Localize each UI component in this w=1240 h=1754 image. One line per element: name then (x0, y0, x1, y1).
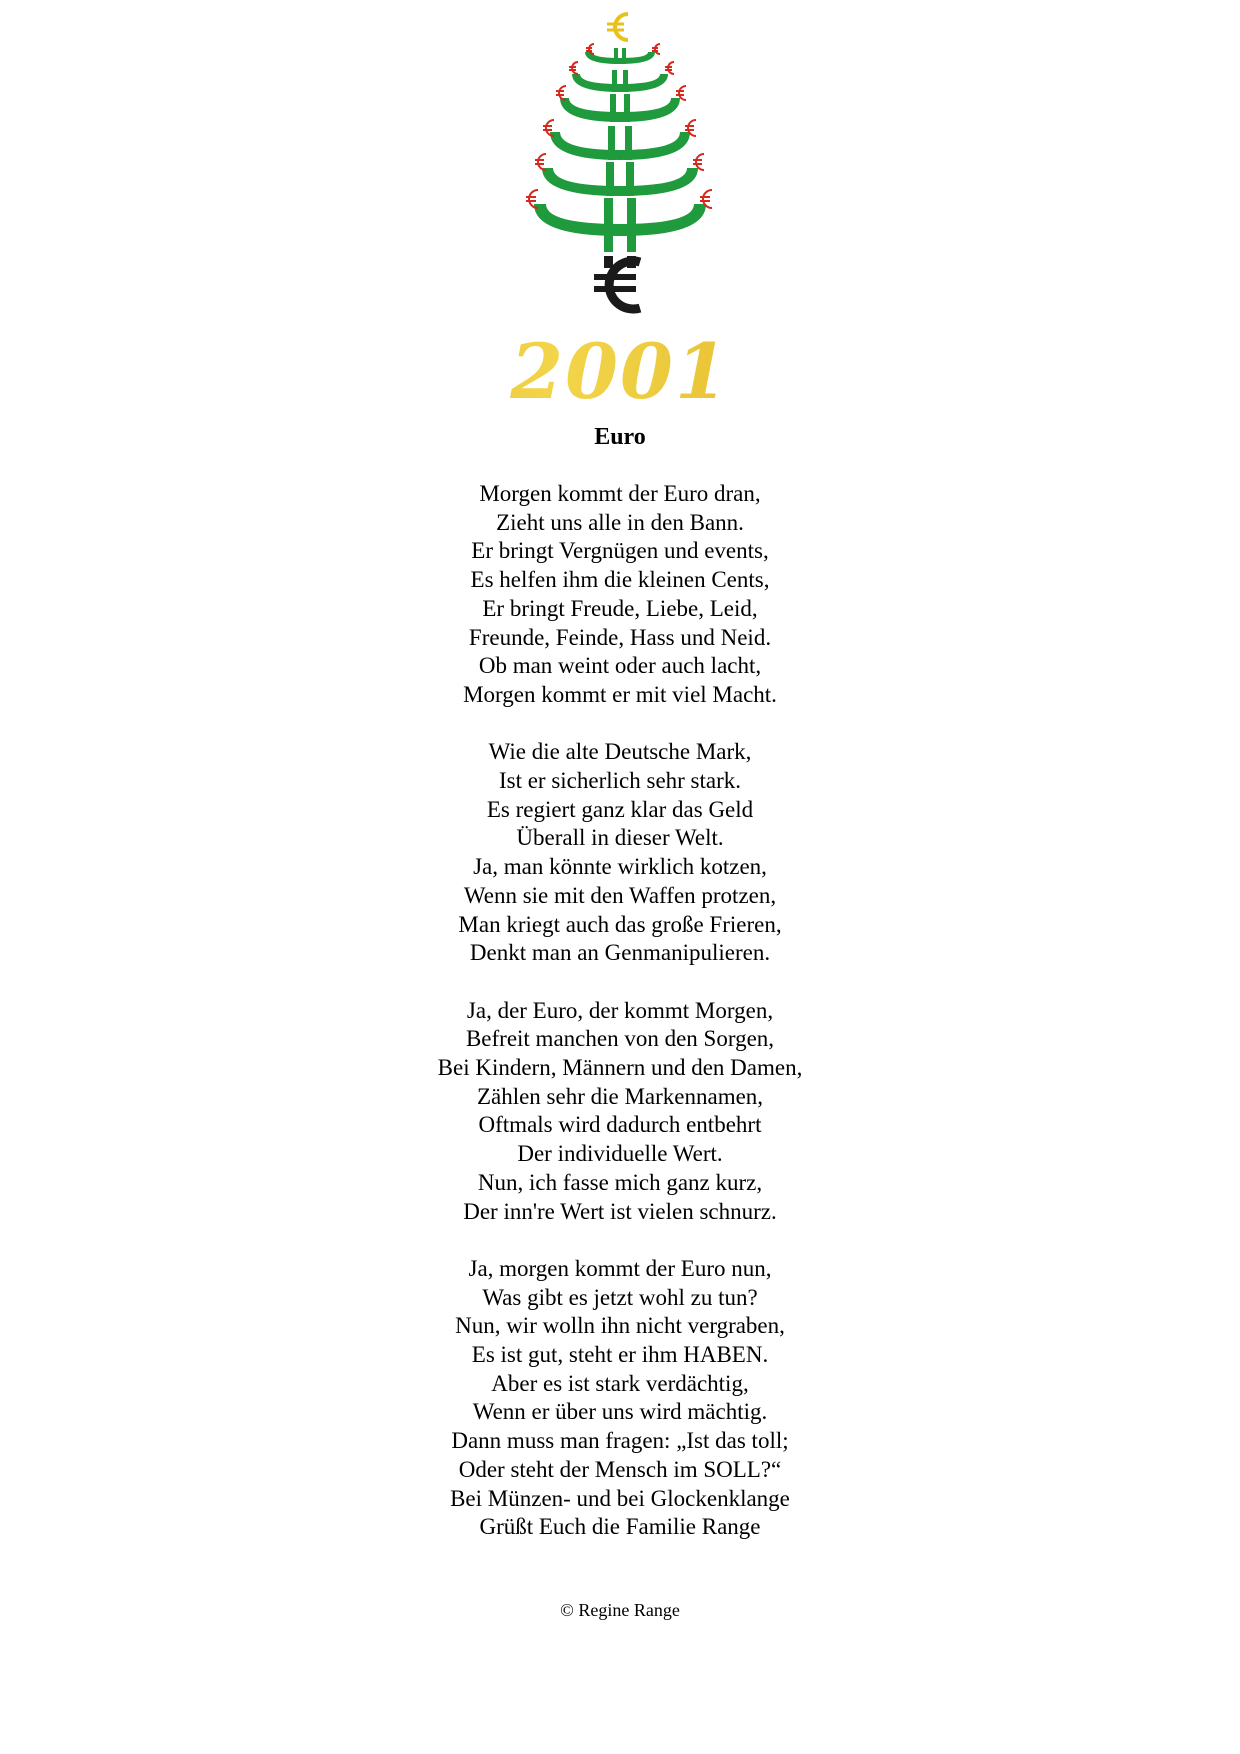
poem-line: Oder steht der Mensch im SOLL?“ (458, 1456, 782, 1482)
poem-line: Ja, morgen kommt der Euro nun, (468, 1255, 772, 1281)
poem-line: Oftmals wird dadurch entbehrt (478, 1112, 762, 1138)
poem-line: Bei Kindern, Männern und den Damen, (437, 1055, 803, 1081)
poem-line: Er bringt Freude, Liebe, Leid, (482, 595, 758, 621)
stanza (0, 997, 1240, 1227)
stanza (0, 738, 1240, 968)
poem-line: Es regiert ganz klar das Geld (486, 796, 754, 822)
poem-line: Wenn sie mit den Waffen protzen, (463, 882, 777, 908)
poem-line: Aber es ist stark verdächtig, (491, 1370, 749, 1396)
euro-christmas-tree-icon (490, 0, 750, 340)
poem-line: Man kriegt auch das große Frieren, (458, 911, 782, 937)
poem-line: Ja, man könnte wirklich kotzen, (473, 854, 767, 880)
poem-line: Zählen sehr die Markennamen, (476, 1083, 764, 1109)
poem-line: Nun, wir wolln ihn nicht vergraben, (455, 1313, 785, 1339)
poem-line: Überall in dieser Welt. (516, 825, 724, 851)
poem-line: Freunde, Feinde, Hass und Neid. (468, 624, 772, 650)
poem-line: Befreit manchen von den Sorgen, (465, 1026, 775, 1052)
poem-line: Was gibt es jetzt wohl zu tun? (482, 1284, 758, 1310)
poem-line: Es ist gut, steht er ihm HABEN. (471, 1342, 769, 1368)
poem-line: Ob man weint oder auch lacht, (478, 653, 762, 679)
poem-line: Ja, der Euro, der kommt Morgen, (466, 997, 774, 1023)
year-heading: 2001 (0, 330, 1240, 414)
tree-tiers (534, 48, 706, 252)
copyright-notice: © Regine Range (560, 1600, 680, 1620)
poem-line: Morgen kommt der Euro dran, (479, 481, 761, 506)
poem-line: Morgen kommt er mit viel Macht. (463, 681, 777, 707)
stanza (0, 1255, 1240, 1542)
poem-title: Euro (594, 424, 646, 450)
poem-line: Nun, ich fasse mich ganz kurz, (477, 1169, 763, 1195)
poem-line: Denkt man an Genmanipulieren. (469, 940, 771, 966)
poem-line: Dann muss man fragen: „Ist das toll; (451, 1428, 789, 1454)
poem-line: Es helfen ihm die kleinen Cents, (470, 567, 770, 593)
stanza (0, 480, 1240, 710)
poem-line: Zieht uns alle in den Bann. (496, 509, 744, 535)
poem-line: Er bringt Vergnügen und events, (471, 538, 769, 564)
poem-body (0, 480, 1240, 1571)
base-euro-icon (594, 256, 640, 309)
poem-line: Grüßt Euch die Familie Range (479, 1514, 761, 1540)
poem-line: Wenn er über uns wird mächtig. (472, 1399, 768, 1425)
poem-line: Der individuelle Wert. (517, 1141, 723, 1167)
poem-line: Wie die alte Deutsche Mark, (488, 739, 752, 765)
poem-line: Der inn're Wert ist vielen schnurz. (463, 1198, 777, 1224)
poem-line: Bei Münzen- und bei Glockenklange (450, 1485, 790, 1511)
poem-line: Ist er sicherlich sehr stark. (498, 768, 742, 794)
top-euro-icon (607, 14, 628, 40)
